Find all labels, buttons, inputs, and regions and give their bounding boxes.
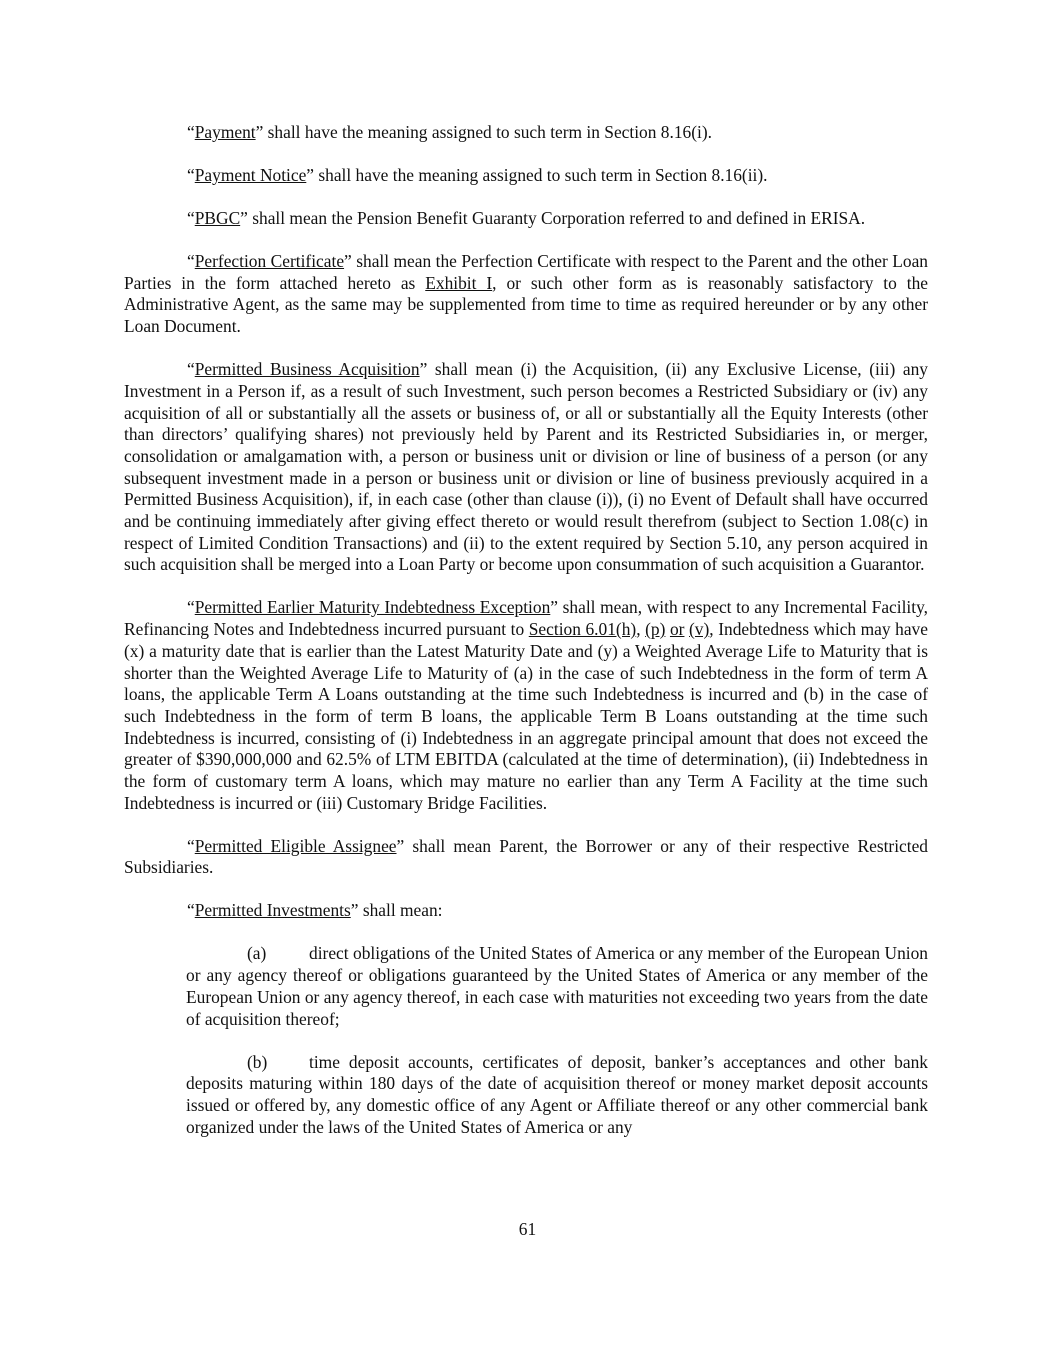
defined-term-permitted-earlier-maturity: Permitted Earlier Maturity Indebtedness Exception — [194, 597, 551, 618]
definition-text: , or such other form as is reasonably satisfactory to the Administrative Agent, as the same may be supplemented from time to time as required hereunder or by any other Loan Document. — [124, 272, 928, 337]
definition-text: ” shall mean, with respect to any Incremental Facility, Refinancing Notes and Indebtedness incurred pursuant to — [124, 597, 928, 640]
definition-text: ” shall mean the Pension Benefit Guaranty Corporation referred to and defined in ERISA. — [240, 208, 866, 228]
separator: , — [636, 619, 646, 640]
clause-b — [186, 1052, 928, 1139]
definition-payment-notice — [124, 165, 928, 187]
open-quote: “ — [187, 208, 195, 228]
defined-term-permitted-investments: Permitted Investments — [194, 900, 351, 921]
open-quote: “ — [187, 597, 195, 618]
definition-text: ” shall mean the Perfection Certificate with respect to the Parent and the other Loan Parties in the form attached hereto as — [124, 251, 928, 293]
definition-permitted-eligible-assignee — [124, 836, 928, 879]
definition-text: ” shall have the meaning assigned to such term in Section 8.16(i). — [255, 122, 712, 142]
definition-text: ” shall mean: — [350, 900, 443, 921]
document-page — [124, 122, 928, 1160]
definition-text: ” shall mean Parent, the Borrower or any of their respective Restricted Subsidiaries. — [124, 835, 929, 878]
clause-a — [186, 943, 928, 1030]
open-quote: “ — [187, 122, 195, 142]
open-quote: “ — [187, 251, 195, 271]
definition-payment — [124, 122, 928, 144]
clause-text: time deposit accounts, certificates of deposit, banker’s acceptances and other bank deposits maturing within 180 days of the date of acquisition thereof or money market deposit accounts issued or offered by, any domestic office of any Agent or Affiliate thereof or any other commercial bank organized under the laws of the United States of America or any — [186, 1051, 928, 1137]
definition-perfection-certificate — [124, 251, 928, 338]
defined-term-permitted-business-acquisition: Permitted Business Acquisition — [194, 359, 420, 380]
defined-term-pbgc: PBGC — [194, 208, 241, 228]
definition-permitted-investments — [124, 900, 928, 922]
section-reference: Section 6.01(h) — [528, 619, 637, 640]
open-quote: “ — [187, 900, 195, 921]
open-quote: “ — [187, 165, 195, 185]
section-reference-or: or — [669, 619, 685, 640]
defined-term-payment-notice: Payment Notice — [194, 165, 307, 185]
definition-pbgc — [124, 208, 928, 230]
clause-label: (a) — [247, 943, 267, 964]
definition-text: ” shall mean (i) the Acquisition, (ii) any Exclusive License, (iii) any Investment in a Person if, as a result of such Investment, such person becomes a Restricted Subsidiary or (iv) any acquisition of all or substantially all the assets or business of, or all or substantially all the Equity Interests (other than directors’ qualifying shares) not previously held by Parent and its Restricted Subsidiaries in, or merger, consolidation or amalgamation with, a person or business unit or division or line of business of a person (or any subsequent investment made in a person or business unit or division or line of business previously acquired in a Permitted Business Acquisition), if, in each case (other than clause (i)), (i) no Event of Default shall have occurred and be continuing immediately after giving effect thereto or would result therefrom (subject to Section 1.08(c) in respect of Limited Condition Transactions) and (ii) to the extent required by Section 5.10, any person acquired in such acquisition shall be merged into a Loan Party or become upon consummation of such acquisition a Guarantor. — [124, 359, 928, 575]
page-number: 61 — [518, 1219, 537, 1239]
definition-permitted-earlier-maturity — [124, 597, 928, 814]
clause-text: direct obligations of the United States of America or any member of the European Union or any agency thereof or obligations guaranteed by the United States of America or any member of the European Union or any agency thereof, in each case with maturities not exceeding two years from the date of acquisition thereof; — [186, 943, 928, 1029]
section-reference: (v) — [689, 619, 710, 640]
definition-text: ” shall have the meaning assigned to such term in Section 8.16(ii). — [306, 165, 768, 185]
section-reference: (p) — [645, 619, 666, 640]
open-quote: “ — [187, 359, 195, 380]
definition-text: , Indebtedness which may have (x) a maturity date that is earlier than the Latest Maturity Date and (y) a Weighted Average Life to Maturity that is shorter than the Weighted Average Life to Maturity of (a) in the case of such Indebtedness in the form of term A loans, the applicable Term A Loans outstanding at the time such Indebtedness is incurred and (b) in the case of such Indebtedness in the form of term B loans, the applicable Term B Loans outstanding at the time such Indebtedness is incurred, consisting of (i) Indebtedness in an aggregate principal amount that does not exceed the greater of $390,000,000 and 62.5% of LTM EBITDA (calculated at the time of determination), (ii) Indebtedness in the form of customary term A loans, which may mature no earlier than any Term A Facility at the time such Indebtedness is incurred or (iii) Customary Bridge Facilities. — [124, 619, 928, 813]
defined-term-permitted-eligible-assignee: Permitted Eligible Assignee — [194, 835, 397, 856]
definition-permitted-business-acquisition — [124, 359, 928, 576]
defined-term-payment: Payment — [194, 122, 256, 142]
open-quote: “ — [187, 835, 195, 856]
clause-label: (b) — [247, 1051, 268, 1072]
defined-term-perfection-certificate: Perfection Certificate — [194, 251, 345, 271]
exhibit-reference: Exhibit I — [425, 272, 493, 293]
